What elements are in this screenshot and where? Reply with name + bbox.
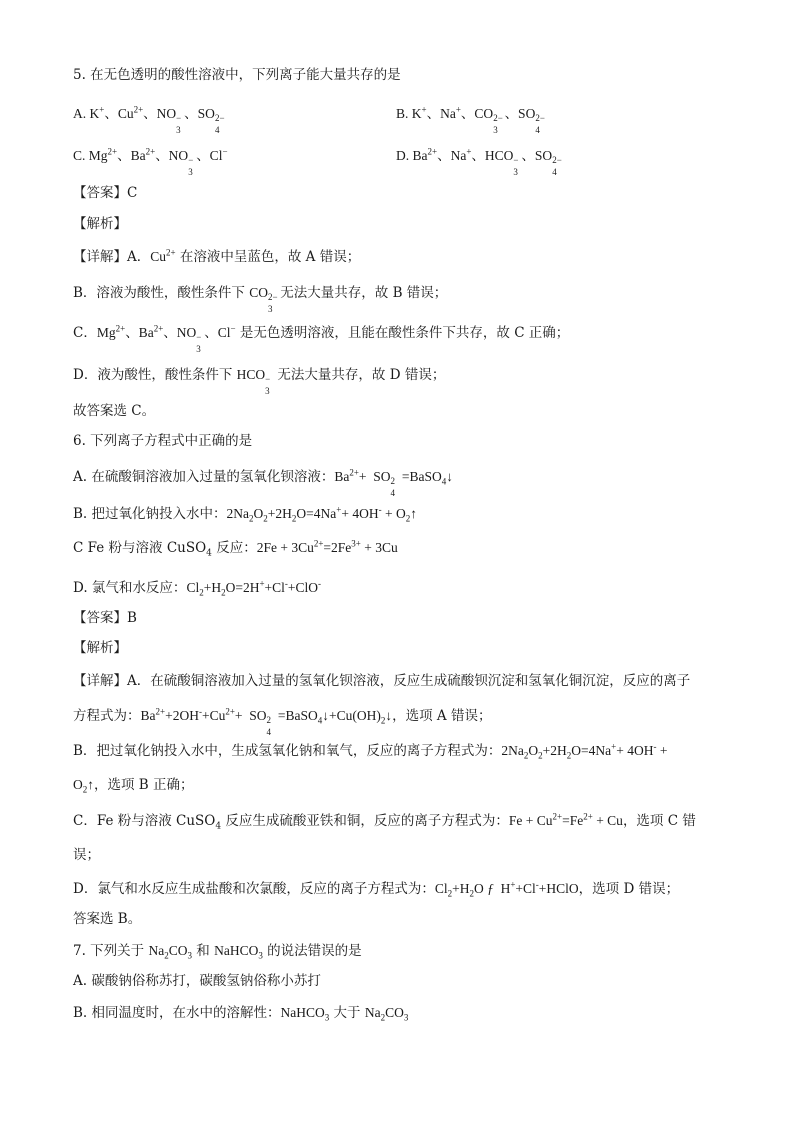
q5-option-c: C. $Mg^{2+}$、$Ba^{2+}$、NO − 3 、Cl− [73, 146, 228, 177]
q6-detail-a-prefix: 方程式为： [73, 708, 141, 724]
q7-stem-c: 的说法错误的是 [262, 943, 362, 959]
q5-option-a-label: A. [73, 106, 87, 121]
detail-b-text: 无法大量共存，故 B 错误； [275, 285, 448, 301]
q5-option-d-label: D. [396, 148, 410, 163]
q5-detail-d: D．液为酸性，酸性条件下 HCO − 3 无法大量共存，故 D 错误； [73, 367, 446, 396]
q7-option-b: B. 相同温度时，在水中的溶解性：NaHCO$_3$ 大于 $Na_2CO_3$ [73, 1005, 409, 1023]
q7-option-a: A. 碳酸钠俗称苏打，碳酸氢钠俗称小苏打 [73, 973, 321, 989]
q5-detail-a: 【详解】A．$Cu^{2+}$ 在溶液中呈蓝色，故 A 错误； [73, 247, 361, 265]
q6-detail-b-line2: $O_2↑$，选项 B 正确； [73, 777, 194, 795]
q5-option-b-label: B. [396, 106, 409, 121]
q7-option-b-text2: 大于 [329, 1005, 365, 1021]
q6-option-a-text: A. 在硫酸铜溶液加入过量的氢氧化钡溶液： [73, 469, 335, 485]
q7-option-b-text: B. 相同温度时，在水中的溶解性： [73, 1005, 281, 1021]
q6-detail-c-line1: C．Fe 粉与溶液 CuSO$_4$ 反应生成硫酸亚铁和铜，反应的离子方程式为：$Fe + Cu^{2+}=Fe^{2+} + Cu$，选项 C 错 [73, 811, 696, 832]
q5-analysis-label: 【解析】 [73, 216, 127, 232]
q6-option-a: A. 在硫酸铜溶液加入过量的氢氧化钡溶液：$Ba^{2+}+$ SO 2 4 =BaSO$_4$↓ [73, 467, 454, 498]
q6-detail-c-line2: 误； [73, 847, 100, 863]
detail-d-text: 无法大量共存，故 D 错误； [273, 367, 446, 383]
q6-detail-d-suffix: ，选项 D 错误； [578, 881, 680, 897]
q6-detail-b-suffix: ，选项 B 正确； [94, 777, 194, 793]
answer-value: B [127, 610, 137, 626]
q6-detail-d: D．氯气和水反应生成盐酸和次氯酸，反应的离子方程式为：$Cl_2+H_2O$ ƒ H++Cl-+HClO，选项 D 错误； [73, 879, 680, 899]
detail-a-text: 在溶液中呈蓝色，故 A 错误； [175, 249, 361, 265]
detail-b-prefix: B．溶液为酸性，酸性条件下 [73, 285, 250, 301]
q6-option-b-text: B. 把过氧化钠投入水中： [73, 506, 227, 522]
q6-stem: 6. 下列离子方程式中正确的是 [73, 433, 253, 449]
q5-option-a: A. K+、$Cu^{2+}$、NO − 3 、SO 2− 4 [73, 104, 225, 135]
q6-detail-a-suffix: ，选项 A 错误； [392, 708, 492, 724]
q5-detail-b: B．溶液为酸性，酸性条件下 CO 2− 3 无法大量共存，故 B 错误； [73, 285, 448, 314]
q5-option-c-label: C. [73, 148, 86, 163]
q6-conclusion: 答案选 B。 [73, 911, 142, 927]
q6-answer [73, 609, 137, 627]
detail-c-prefix: C． [73, 325, 97, 341]
q5-answer [73, 184, 137, 202]
q6-detail-c-prefix: C．Fe 粉与溶液 CuSO [73, 813, 216, 829]
q6-analysis-label: 【解析】 [73, 640, 127, 656]
q7-stem-a: 7. 下列关于 [73, 943, 149, 959]
q5-stem: 5. 在无色透明的酸性溶液中，下列离子能大量共存的是 [73, 67, 401, 83]
q6-detail-d-prefix: D．氯气和水反应生成盐酸和次氯酸，反应的离子方程式为： [73, 881, 435, 897]
q5-detail-c: C．$Mg^{2+}$、$Ba^{2+}$、NO − 3 、Cl− 是无色透明溶液，且能在酸性条件下共存，故 C 正确； [73, 323, 570, 354]
q6-option-c-text2: 反应： [211, 540, 257, 556]
answer-value: C [127, 185, 138, 201]
detail-a-prefix: A． [127, 249, 151, 265]
q5-conclusion: 故答案选 C。 [73, 403, 156, 419]
q6-option-c: C Fe 粉与溶液 CuSO$_4$ 反应：$2Fe + 3Cu^{2+}=2Fe^{3+} + 3Cu$ [73, 538, 398, 559]
q6-detail-c-text: 反应生成硫酸亚铁和铜，反应的离子方程式为： [221, 813, 509, 829]
q6-detail-b-prefix: B．把过氧化钠投入水中，生成氢氧化钠和氧气，反应的离子方程式为： [73, 743, 502, 759]
q6-option-d-text: D. 氯气和水反应： [73, 580, 187, 596]
q6-detail-b-line1: B．把过氧化钠投入水中，生成氢氧化钠和氧气，反应的离子方程式为：$2Na_2O_2+2H_2O=4Na^++ 4OH^-$ + [73, 741, 668, 761]
detail-c-text: 是无色透明溶液，且能在酸性条件下共存，故 C 正确； [235, 325, 570, 341]
q6-option-b: B. 把过氧化钠投入水中：$2Na_2O_2+2H_2O=4Na^++ 4OH^-$ + $O_2↑$ [73, 504, 417, 524]
q6-option-c-text: C Fe 粉与溶液 CuSO [73, 540, 207, 556]
q6-detail-c-suffix: ，选项 C 错 [622, 813, 696, 829]
detail-d-prefix: D．液为酸性，酸性条件下 [73, 367, 237, 383]
q5-option-d: D. $Ba^{2+}$、Na+、HCO − 3 、SO 2− 4 [396, 146, 562, 177]
q6-option-d: D. 氯气和水反应：$Cl_2+H_2O=2H^++Cl^-+ClO^-$ [73, 578, 322, 598]
q6-detail-a-line1: 【详解】A．在硫酸铜溶液加入过量的氢氧化钡溶液，反应生成硫酸钡沉淀和氢氧化铜沉淀，反应的离子 [73, 673, 691, 689]
q6-detail-a-line2: 方程式为：$Ba^{2+}+2OH^-+Cu^{2+}+$ SO 2 4 $=BaSO_4↓+Cu(OH)_2↓$，选项 A 错误； [73, 706, 492, 737]
detail-label: 【详解】 [73, 249, 127, 265]
answer-label: 【答案】 [73, 610, 127, 626]
q7-stem: 7. 下列关于 $Na_2CO_3$ 和 NaHCO$_3$ 的说法错误的是 [73, 943, 362, 961]
q5-option-b: B. K+、Na+、CO 2− 3 、SO 2− 4 [396, 104, 545, 135]
q7-stem-b: 和 [191, 943, 215, 959]
answer-label: 【答案】 [73, 185, 127, 201]
